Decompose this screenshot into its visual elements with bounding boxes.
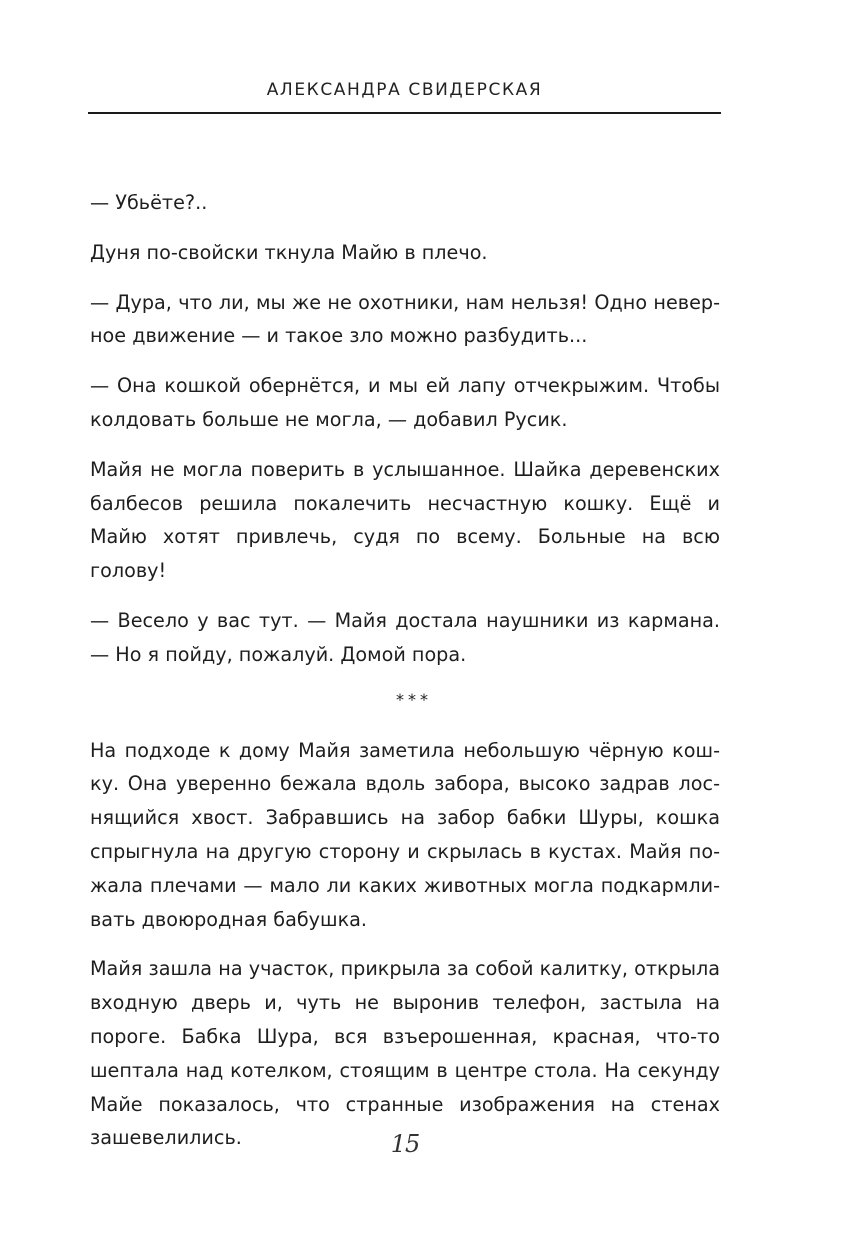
paragraph-8: Майя зашла на участок, прикрыла за собой калитку, открыла входную дверь и, чуть не выронив телефон, застыла на пороге. Бабка Шура, вся взъерошенная, красная, что-то шептала над котелком, стоящим в центре стола. На секунду Майе показалось, что странные изображения на стенах зашевелились. [90,957,720,1150]
body-text [90,186,720,1171]
paragraph-3: — Дура, что ли, мы же не охотники, нам нельзя! Одно неверное движение — и такое зло можно разбудить... [90,290,720,348]
paragraph-5: Майя не могла поверить в услышанное. Шайка деревенских балбесов решила покалечить несчастную кошку. Ещё и Майю хотят привлечь, судя по всему. Больные на всю голову! [90,457,720,583]
header-rule [88,112,721,114]
paragraph-2: Дуня по-свойски ткнула Майю в плечо. [90,240,488,264]
paragraph-4: — Она кошкой обернётся, и мы ей лапу отчекрыжим. Чтобы колдовать больше не могла, — добавил Русик. [90,374,720,431]
running-head-author: АЛЕКСАНДРА СВИДЕРСКАЯ [266,80,543,100]
paragraph-6: — Весело у вас тут. — Майя достала наушники из кармана. — Но я пойду, пожалуй. Домой пора. [90,608,720,666]
paragraph-7: На подходе к дому Майя заметила небольшую чёрную кошку. Она уверенно бежала вдоль забора, высоко задрав лоснящийся хвост. Забравшись на забор бабки Шуры, кошка спрыгнула на другую сторону и скрылась в кустах. Майя пожала плечами — мало ли каких животных могла подкармливать двоюродная бабушка. [90,738,720,931]
section-separator: *** [396,689,432,709]
page-number: 15 [390,1130,420,1158]
paragraph-1: — Убьёте?.. [90,191,208,214]
